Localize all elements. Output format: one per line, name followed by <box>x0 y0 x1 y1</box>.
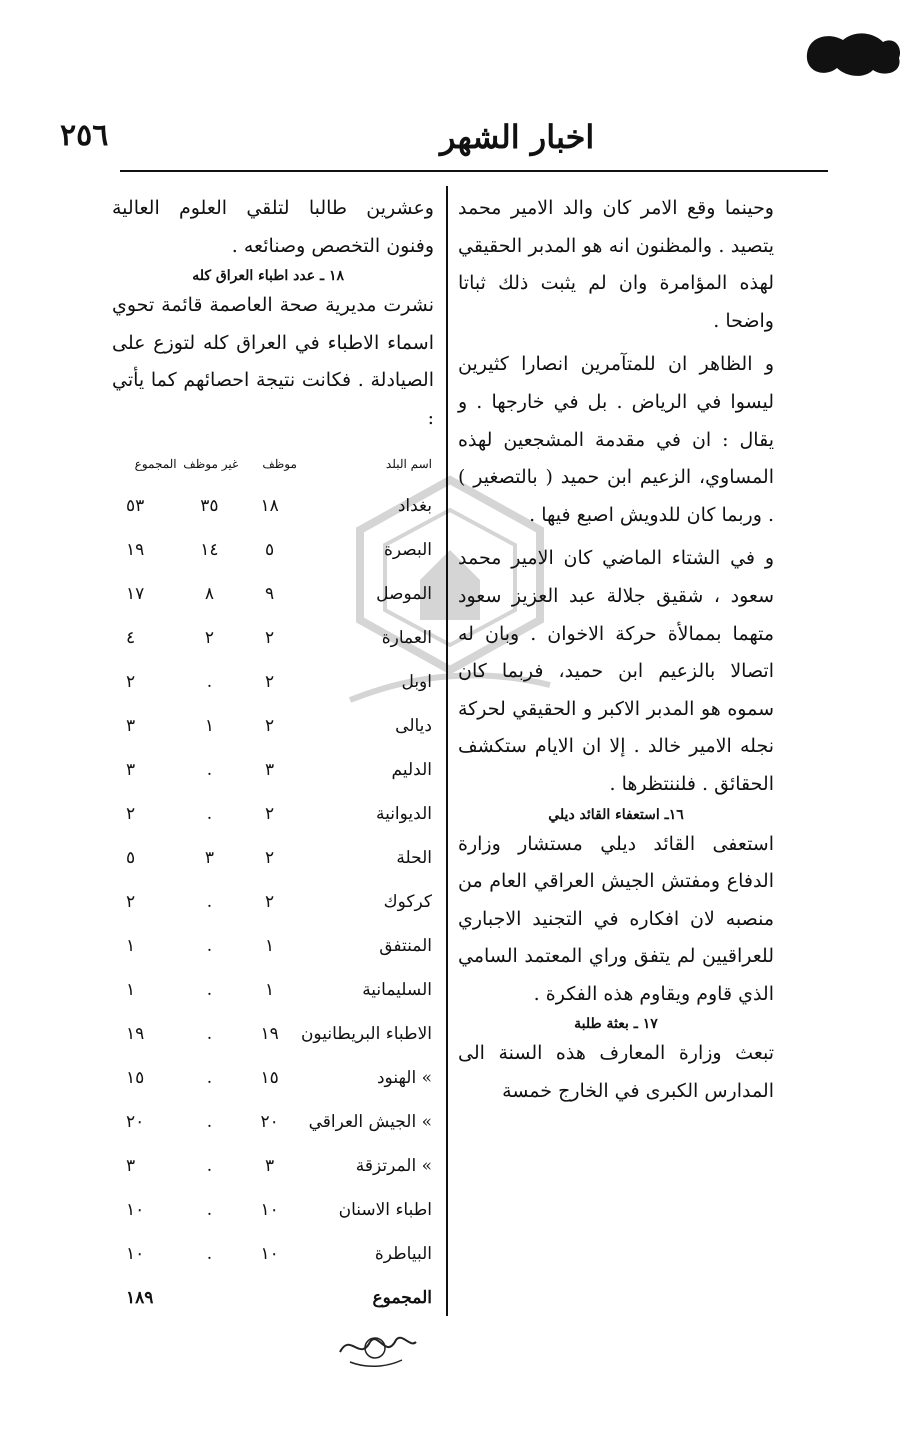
stamp-icon <box>330 1322 420 1372</box>
unemployed-count: ١٤ <box>200 539 219 560</box>
right-column <box>458 190 774 1111</box>
paragraph: وعشرين طالبا لتلقي العلوم العالية وفنون التخصص وصنائعه . <box>112 197 434 257</box>
table-row <box>112 1012 434 1056</box>
place-name: المنتفق <box>379 935 432 956</box>
unemployed-count: . <box>206 671 213 692</box>
column-header: اسم البلد <box>385 456 432 471</box>
place-name: الدليم <box>391 759 432 780</box>
table-row <box>112 484 434 528</box>
table-row <box>112 968 434 1012</box>
row-total: ٤ <box>126 627 136 648</box>
employed-count: ٢ <box>265 671 275 692</box>
place-name: الديوانية <box>375 803 432 824</box>
row-total: ١٥ <box>126 1067 145 1088</box>
employed-count: ١٩ <box>260 1023 279 1044</box>
unemployed-count: ٣٥ <box>200 495 219 516</box>
section-heading: ١٨ ـ عدد اطباء العراق كله <box>192 268 344 285</box>
place-name: اطباء الاسنان <box>338 1199 432 1220</box>
place-name: » المرتزقة <box>355 1155 432 1176</box>
place-name: » الهنود <box>376 1067 432 1088</box>
total-label: المجموع <box>372 1287 432 1308</box>
paragraph: تبعث وزارة المعارف هذه السنة الى المدارس الكبرى في الخارج خمسة <box>458 1042 774 1103</box>
section-heading: ١٧ ـ بعثة طلبة <box>574 1016 658 1033</box>
row-total: ١ <box>126 935 136 956</box>
employed-count: ٢ <box>265 715 275 736</box>
column-header: غير موظف <box>183 456 239 471</box>
unemployed-count: . <box>206 1243 213 1264</box>
row-total: ٣ <box>126 715 136 736</box>
row-total: ٣ <box>126 1155 136 1176</box>
table-row <box>112 792 434 836</box>
place-name: السليمانية <box>362 979 432 1000</box>
place-name: الاطباء البريطانيون <box>300 1023 432 1044</box>
row-total: ١ <box>126 979 136 1000</box>
employed-count: ٩ <box>265 583 275 604</box>
table-row <box>112 748 434 792</box>
column-divider <box>446 186 448 1316</box>
place-name: ديالى <box>395 715 432 736</box>
table-row <box>112 836 434 880</box>
place-name: الحلة <box>396 847 432 868</box>
unemployed-count: ٨ <box>204 583 214 604</box>
table-row <box>112 572 434 616</box>
table-row <box>112 528 434 572</box>
unemployed-count: . <box>206 1199 213 1220</box>
unemployed-count: . <box>206 803 213 824</box>
paragraph: و في الشتاء الماضي كان الامير محمد سعود ، شقيق جلالة عبد العزيز سعود متهما بممالأة حركة الاخوان . وبان له اتصالا بالزعيم ابن حميد، فربما كان سموه هو المدبر الاكبر و الحقيقي لحركة نجله الامير خالد . إلا ان الايام ستكشف الحقائق . فلننتظرها . <box>458 547 774 795</box>
paragraph: نشرت مديرية صحة العاصمة قائمة تحوي اسماء الاطباء في العراق كله لتوزع على الصيادلة . فكانت نتيجة احصائهم كما يأتي : <box>112 294 434 429</box>
row-total: ٢ <box>126 671 136 692</box>
place-name: » الجيش العراقي <box>308 1111 432 1132</box>
table-row <box>112 704 434 748</box>
employed-count: ١٠ <box>260 1199 279 1220</box>
page-number: ٢٥٦ <box>60 118 109 153</box>
place-name: بغداد <box>397 495 432 516</box>
left-column <box>112 190 434 1320</box>
table-row <box>112 1188 434 1232</box>
place-name: البياطرة <box>374 1243 432 1264</box>
paragraph: استعفى القائد ديلي مستشار وزارة الدفاع ومفتش الجيش العراقي العام من منصبه لان افكاره في التجنيد الاجباري للعراقيين لم يتفق وراي المعتمد السامي الذي قاوم ويقاوم هذه الفكرة . <box>458 832 774 1005</box>
employed-count: ٣ <box>265 759 275 780</box>
section-heading: ١٦ـ استعفاء القائد ديلي <box>548 806 684 823</box>
table-row <box>112 1144 434 1188</box>
employed-count: ١ <box>265 979 275 1000</box>
employed-count: ٢ <box>265 847 275 868</box>
total-value: ١٨٩ <box>126 1287 154 1308</box>
header-rule <box>120 170 828 172</box>
row-total: ٢ <box>126 803 136 824</box>
employed-count: ٢ <box>265 891 275 912</box>
employed-count: ١٥ <box>260 1067 279 1088</box>
employed-count: ١٠ <box>260 1243 279 1264</box>
row-total: ١٩ <box>126 539 145 560</box>
unemployed-count: ٢ <box>204 627 214 648</box>
column-header: موظف <box>262 456 297 471</box>
unemployed-count: . <box>206 935 213 956</box>
unemployed-count: . <box>206 1155 213 1176</box>
unemployed-count: . <box>206 1111 213 1132</box>
employed-count: ١٨ <box>260 495 279 516</box>
unemployed-count: . <box>206 979 213 1000</box>
table-row <box>112 616 434 660</box>
row-total: ٥ <box>126 847 136 868</box>
unemployed-count: . <box>206 891 213 912</box>
place-name: الموصل <box>376 583 432 604</box>
employed-count: ٣ <box>265 1155 275 1176</box>
row-total: ١٩ <box>126 1023 145 1044</box>
unemployed-count: . <box>206 759 213 780</box>
table-row <box>112 880 434 924</box>
ink-blot-icon <box>803 28 903 80</box>
column-header: المجموع <box>134 456 177 471</box>
unemployed-count: . <box>206 1067 213 1088</box>
row-total: ٢ <box>126 891 136 912</box>
row-total: ٣ <box>126 759 136 780</box>
place-name: العمارة <box>381 627 432 648</box>
employed-count: ٢ <box>265 803 275 824</box>
row-total: ١٧ <box>126 583 145 604</box>
table-header-row <box>112 444 434 484</box>
paragraph: وحينما وقع الامر كان والد الامير محمد يتصيد . والمظنون انه هو المدبر الحقيقي لهذه المؤامرة وان لم يثبت ذلك ثباتا واضحا . <box>458 197 774 332</box>
row-total: ٥٣ <box>126 495 145 516</box>
unemployed-count: ٣ <box>204 847 214 868</box>
table-row <box>112 1056 434 1100</box>
place-name: البصرة <box>383 539 432 560</box>
employed-count: ٥ <box>265 539 275 560</box>
row-total: ١٠ <box>126 1243 145 1264</box>
doctors-table <box>112 444 434 1320</box>
table-row <box>112 660 434 704</box>
table-row <box>112 1100 434 1144</box>
place-name: كركوك <box>383 891 432 912</box>
unemployed-count: . <box>206 1023 213 1044</box>
running-header <box>60 118 823 166</box>
unemployed-count: ١ <box>204 715 214 736</box>
employed-count: ١ <box>265 935 275 956</box>
table-row <box>112 1232 434 1276</box>
place-name: اوبل <box>401 671 432 692</box>
row-total: ٢٠ <box>126 1111 145 1132</box>
paragraph: و الظاهر ان للمتآمرين انصارا كثيرين ليسوا في الرياض . بل في خارجها . و يقال : ان في مقدمة المشجعين لهذه المساوي، الزعيم ابن حميد ( بالتصغير ) . وربما كان للدويش اصبع فيها . <box>458 353 774 526</box>
table-row <box>112 924 434 968</box>
header-title: اخبار الشهر <box>440 118 595 156</box>
employed-count: ٢ <box>265 627 275 648</box>
row-total: ١٠ <box>126 1199 145 1220</box>
employed-count: ٢٠ <box>260 1111 279 1132</box>
table-total-row <box>112 1276 434 1320</box>
